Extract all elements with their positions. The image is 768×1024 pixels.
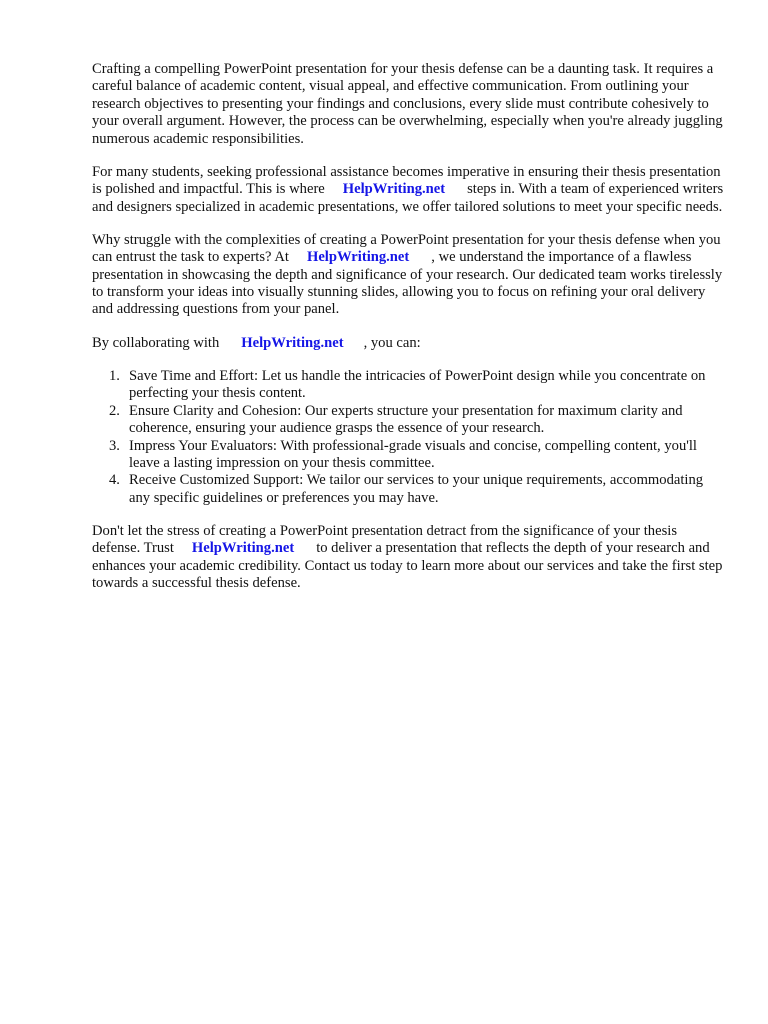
benefits-list: [92, 368, 724, 507]
list-item-number: 3.: [109, 437, 120, 454]
list-item-text: Save Time and Effort: Let us handle the intricacies of PowerPoint design while you concentrate on perfecting your thesis content.: [129, 367, 706, 402]
list-item: [92, 403, 724, 438]
closing-text-after: to deliver a presentation that reflects the depth of your research and enhances your academic credibility. Contact us today to learn more about our services and take the first step towards a successful thesis defense.: [92, 540, 723, 592]
collaborate-text-after: , you can:: [363, 334, 421, 351]
list-item-number: 2.: [109, 402, 120, 419]
intro-paragraph: [92, 61, 724, 148]
why-text-after: , we understand the importance of a flawless presentation in showcasing the depth and significance of your research. Our dedicated team works tirelessly to transform your ideas into visually stunning slides, allowing you to focus on refining your oral delivery and addressing questions from your panel.: [92, 249, 723, 318]
why-text-before: Why struggle with the complexities of creating a PowerPoint presentation for your thesis defense when you can entrust the task to experts? At: [92, 231, 721, 266]
list-item: [92, 438, 724, 473]
list-item: [92, 368, 724, 403]
helpwriting-link[interactable]: HelpWriting.net: [191, 540, 295, 557]
closing-paragraph: [92, 523, 724, 593]
why-paragraph: [92, 232, 724, 319]
helpwriting-link[interactable]: HelpWriting.net: [342, 181, 446, 198]
intro-text: Crafting a compelling PowerPoint presentation for your thesis defense can be a daunting task. It requires a careful balance of academic content, visual appeal, and effective communication. From outlining your research objectives to presenting your findings and conclusions, every slide must contribute cohesively to your overall argument. However, the process can be overwhelming, especially when you're already juggling numerous academic responsibilities.: [92, 61, 723, 147]
assistance-text-before: For many students, seeking professional assistance becomes imperative in ensuring their thesis presentation is polished and impactful. This is where: [92, 163, 721, 198]
collaborate-paragraph: [92, 335, 724, 352]
document-page: [92, 61, 724, 608]
list-item: [92, 472, 724, 507]
assistance-text-after: steps in. With a team of experienced writers and designers specialized in academic presentations, we offer tailored solutions to meet your specific needs.: [92, 181, 724, 215]
list-item-number: 4.: [109, 472, 120, 489]
assistance-paragraph: [92, 164, 724, 216]
collaborate-text-before: By collaborating with: [92, 334, 220, 351]
list-item-text: Receive Customized Support: We tailor our services to your unique requirements, accommodating any specific guidelines or preferences you may have.: [129, 472, 704, 506]
closing-text-before: Don't let the stress of creating a PowerPoint presentation detract from the significance of your thesis defense. Trust: [92, 522, 677, 557]
list-item-text: Ensure Clarity and Cohesion: Our experts structure your presentation for maximum clarity and coherence, ensuring your audience grasps the essence of your research.: [129, 402, 683, 437]
list-item-text: Impress Your Evaluators: With professional-grade visuals and concise, compelling content, you'll leave a lasting impression on your thesis committee.: [129, 437, 697, 471]
list-item-number: 1.: [109, 367, 120, 384]
helpwriting-link[interactable]: HelpWriting.net: [241, 334, 344, 351]
helpwriting-link[interactable]: HelpWriting.net: [306, 249, 410, 266]
